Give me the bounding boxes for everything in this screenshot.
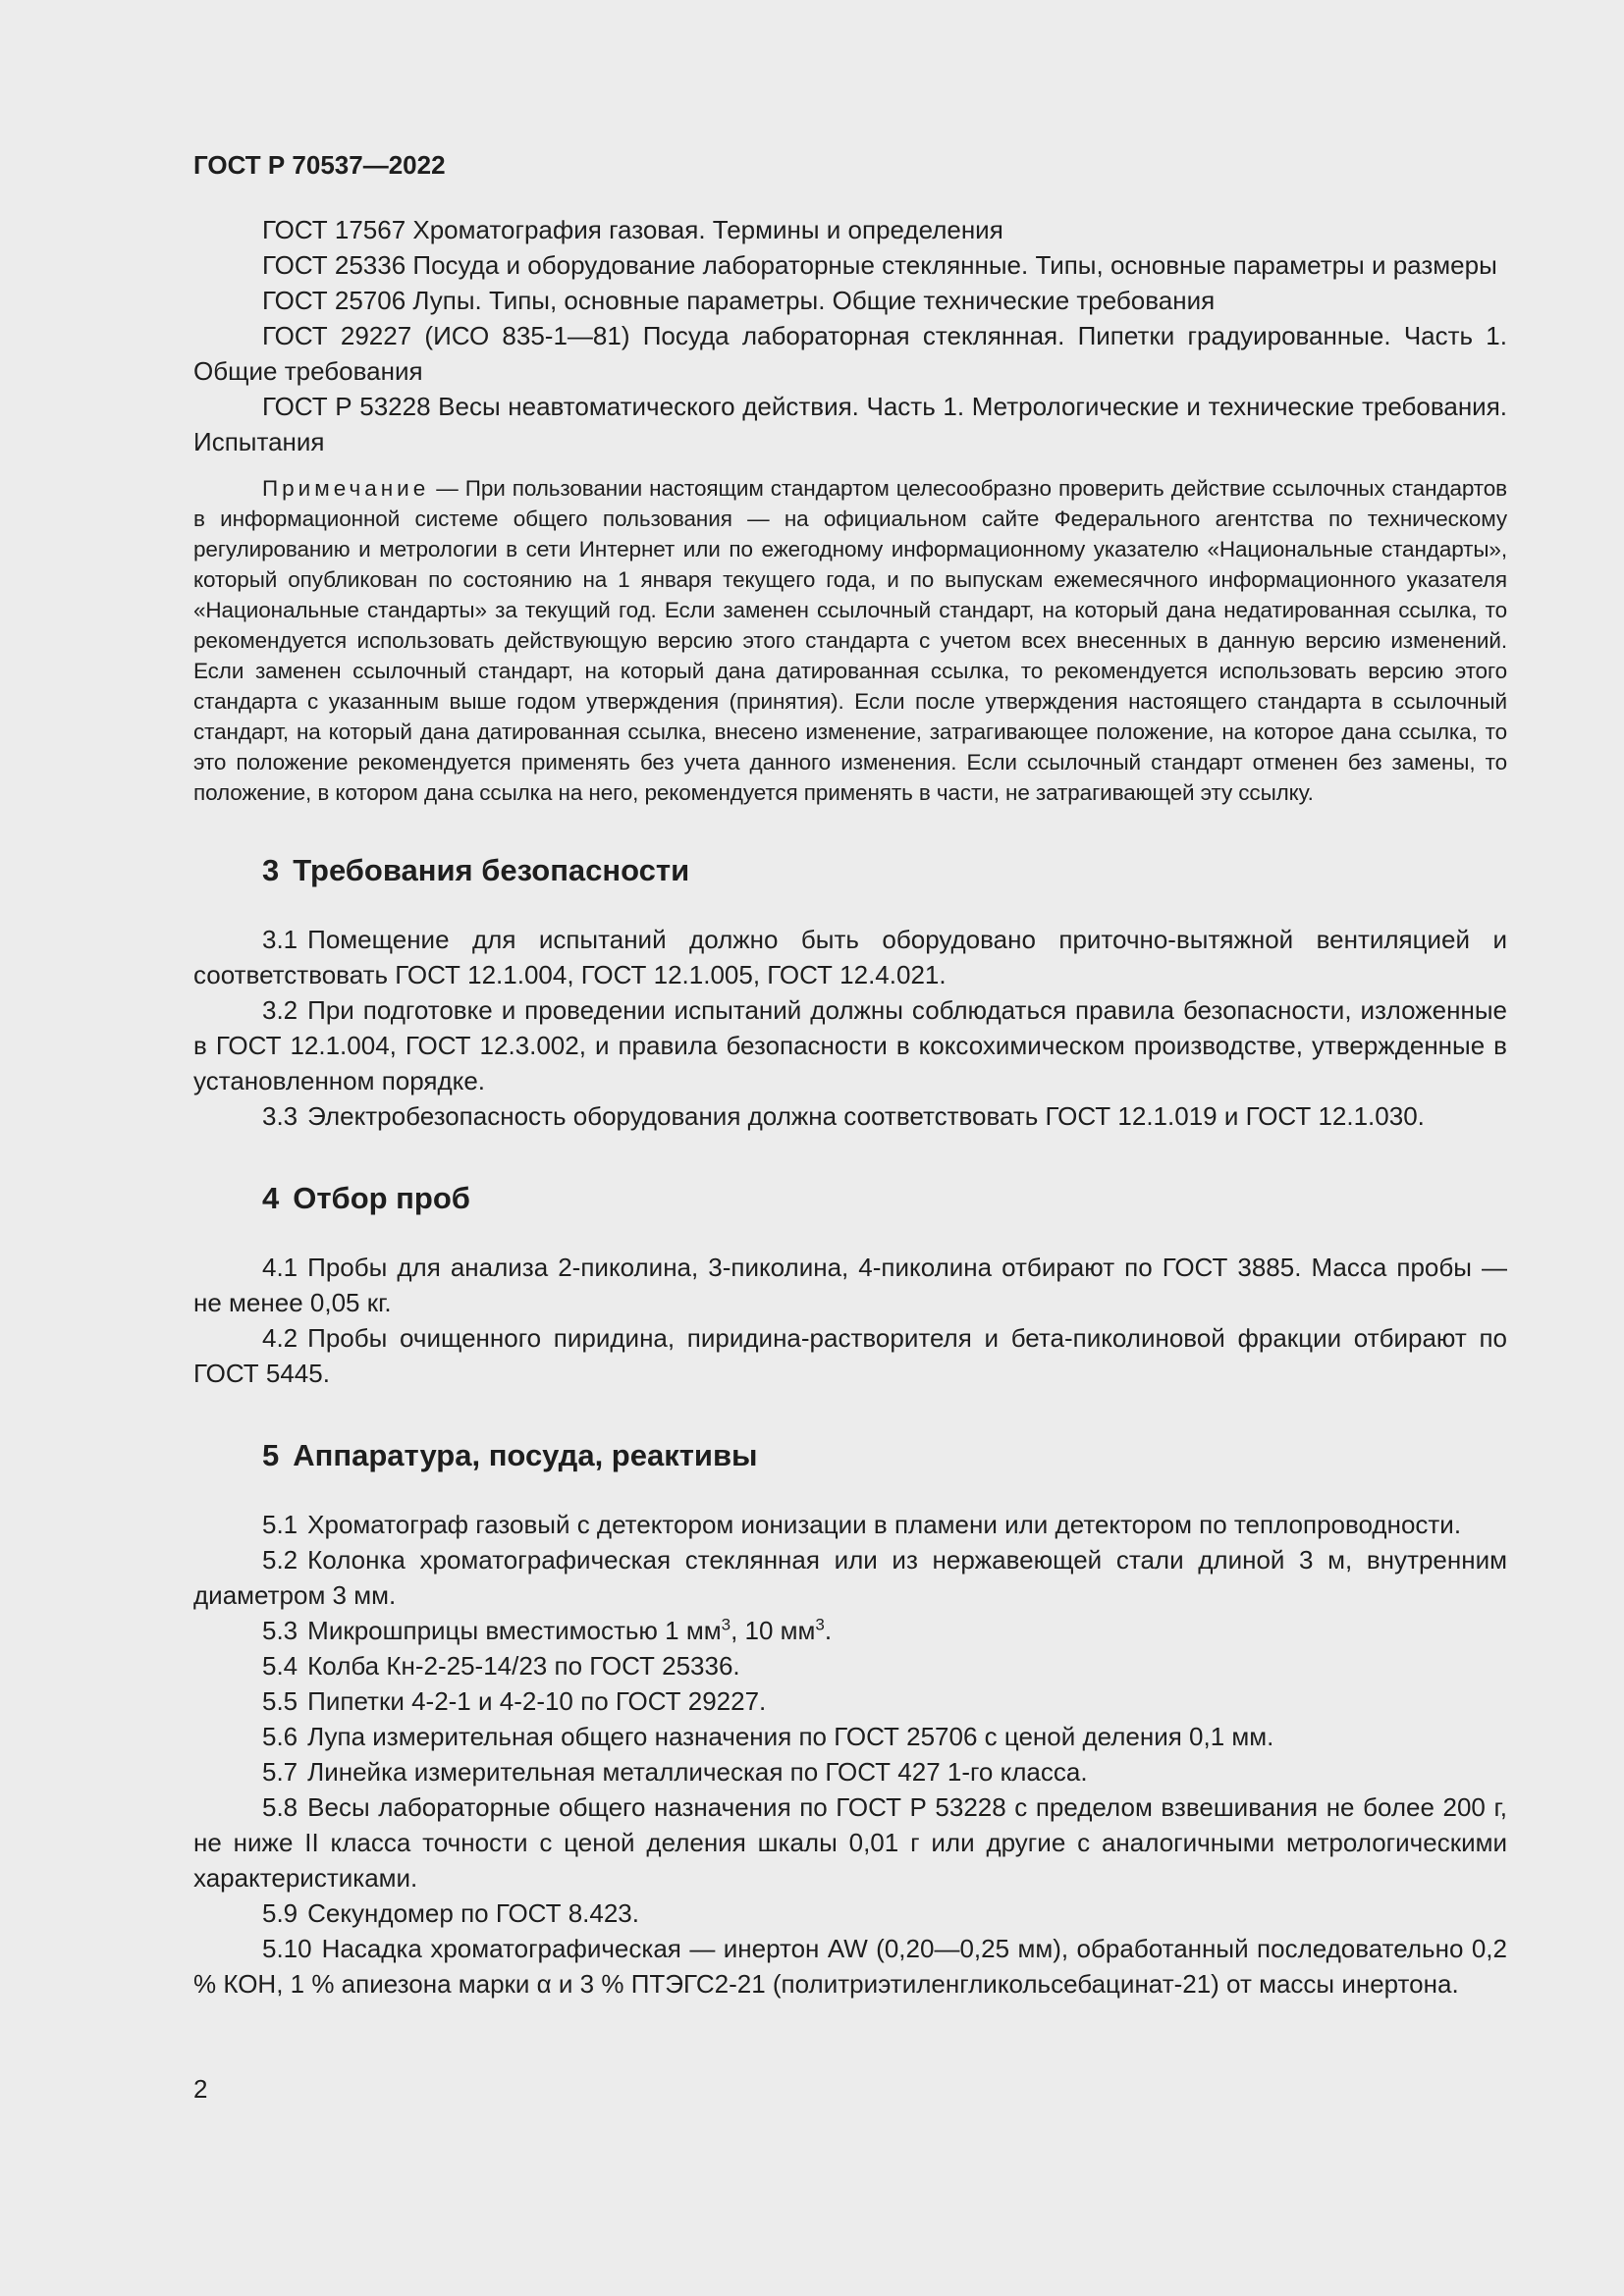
clause-5-6 [193,1719,1507,1754]
clause-number: 5.10 [262,1934,312,1963]
clause-text: Секундомер по ГОСТ 8.423. [307,1898,639,1928]
section-number: 3 [262,853,280,887]
section-title: Отбор проб [293,1181,470,1215]
clause-text: Линейка измерительная металлическая по ГОСТ 427 1-го класса. [307,1757,1088,1787]
section-3-heading [193,851,1507,890]
clause-text: . [824,1616,833,1645]
clause-number: 5.5 [262,1686,298,1716]
clause-number: 5.9 [262,1898,298,1928]
superscript: 3 [721,1615,731,1634]
clause-number: 3.1 [262,925,298,954]
clause-text: Пробы очищенного пиридина, пиридина-растворителя и бета-пиколиновой фракции отбирают по ГОСТ 5445. [193,1323,1507,1388]
clause-4-1 [193,1250,1507,1320]
clause-3-1 [193,922,1507,992]
clause-number: 3.3 [262,1101,298,1131]
clause-number: 4.2 [262,1323,298,1353]
clause-5-4 [193,1648,1507,1683]
clause-text: Пипетки 4-2-1 и 4-2-10 по ГОСТ 29227. [307,1686,767,1716]
section-title: Аппаратура, посуда, реактивы [293,1438,758,1472]
clause-text: При подготовке и проведении испытаний должны соблюдаться правила безопасности, изложенные в ГОСТ 12.1.004, ГОСТ 12.3.002, и правила безопасности в коксохимическом производстве, утвержденные в установленном порядке. [193,995,1507,1095]
clause-5-9 [193,1896,1507,1931]
clause-number: 5.3 [262,1616,298,1645]
clause-5-8 [193,1789,1507,1896]
clause-number: 5.6 [262,1722,298,1751]
clause-text: Насадка хроматографическая — инертон AW (0,20—0,25 мм), обработанный последовательно 0,2 % КОН, 1 % апиезона марки α и 3 % ПТЭГС2-21 (политриэтиленгликольсебацинат-21) от массы инертона. [193,1934,1507,1999]
clause-number: 5.7 [262,1757,298,1787]
reference-item: ГОСТ 25336 Посуда и оборудование лабораторные стеклянные. Типы, основные параметры и размеры [262,250,1497,280]
note-text: — При пользовании настоящим стандартом целесообразно проверить действие ссылочных стандартов в информационной системе общего пользования — на официальном сайте Федерального агентства по техническому регулированию и метрологии в сети Интернет или по ежегодному информационному указателю «Национальные стандарты», который опубликован по состоянию на 1 января текущего года, и по выпускам ежемесячного информационного указателя «Национальные стандарты» за текущий год. Если заменен ссылочный стандарт, на который дана недатированная ссылка, то рекомендуется использовать действующую версию этого стандарта с учетом всех внесенных в данную версию изменений. Если заменен ссылочный стандарт, на который дана датированная ссылка, то рекомендуется использовать версию этого стандарта с указанным выше годом утверждения (принятия). Если после утверждения настоящего стандарта в ссылочный стандарт, на который дана датированная ссылка, внесено изменение, затрагивающее положение, на которое дана ссылка, то это положение рекомендуется применять без учета данного изменения. Если ссылочный стандарт отменен без замены, то положение, в котором дана ссылка на него, рекомендуется применять в части, не затрагивающей эту ссылку. [193,476,1507,805]
clause-number: 4.1 [262,1253,298,1282]
clause-5-5 [193,1683,1507,1719]
clause-4-2 [193,1320,1507,1391]
clause-number: 5.2 [262,1545,298,1575]
reference-item: ГОСТ Р 53228 Весы неавтоматического действия. Часть 1. Метрологические и технические требования. Испытания [193,392,1507,456]
document-header: ГОСТ Р 70537—2022 [193,150,446,180]
clause-text: Хроматограф газовый с детектором ионизации в пламени или детектором по теплопроводности. [307,1510,1462,1539]
page-number: 2 [193,2074,208,2104]
section-5-heading [193,1436,1507,1475]
clause-text: Пробы для анализа 2-пиколина, 3-пиколина, 4-пиколина отбирают по ГОСТ 3885. Масса пробы — не менее 0,05 кг. [193,1253,1507,1317]
reference-item: ГОСТ 29227 (ИСО 835-1—81) Посуда лабораторная стеклянная. Пипетки градуированные. Часть 1. Общие требования [193,321,1507,386]
clause-number: 3.2 [262,995,298,1025]
clause-3-2 [193,992,1507,1098]
page-content [193,147,1507,2002]
clause-number: 5.8 [262,1792,298,1822]
clause-text: Колонка хроматографическая стеклянная или из нержавеющей стали длиной 3 м, внутренним диаметром 3 мм. [193,1545,1507,1610]
clause-text: , 10 мм [731,1616,816,1645]
clause-number: 5.1 [262,1510,298,1539]
clause-text: Весы лабораторные общего назначения по ГОСТ Р 53228 с пределом взвешивания не более 200 г, не ниже II класса точности с ценой деления шкалы 0,01 г или другие с аналогичными метрологическими характеристиками. [193,1792,1507,1893]
clause-text: Лупа измерительная общего назначения по ГОСТ 25706 с ценой деления 0,1 мм. [307,1722,1274,1751]
reference-item: ГОСТ 17567 Хроматография газовая. Термины и определения [262,215,1003,244]
clause-number: 5.4 [262,1651,298,1681]
clause-5-3 [193,1613,1507,1648]
section-title: Требования безопасности [293,853,690,887]
references-list [193,212,1507,459]
superscript: 3 [815,1615,825,1634]
clause-5-10 [193,1931,1507,2002]
clause-text: Колба Кн-2-25-14/23 по ГОСТ 25336. [307,1651,740,1681]
clause-text: Микрошприцы вместимостью 1 мм [307,1616,722,1645]
clause-5-1 [193,1507,1507,1542]
reference-item: ГОСТ 25706 Лупы. Типы, основные параметры. Общие технические требования [262,286,1216,315]
note-label: Примечание [262,476,430,501]
note-paragraph [193,473,1507,808]
section-number: 5 [262,1438,280,1472]
clause-3-3 [193,1098,1507,1134]
section-number: 4 [262,1181,280,1215]
clause-text: Электробезопасность оборудования должна соответствовать ГОСТ 12.1.019 и ГОСТ 12.1.030. [307,1101,1425,1131]
clause-5-7 [193,1754,1507,1789]
clause-5-2 [193,1542,1507,1613]
section-4-heading [193,1179,1507,1218]
clause-text: Помещение для испытаний должно быть оборудовано приточно-вытяжной вентиляцией и соответствовать ГОСТ 12.1.004, ГОСТ 12.1.005, ГОСТ 12.4.021. [193,925,1507,989]
